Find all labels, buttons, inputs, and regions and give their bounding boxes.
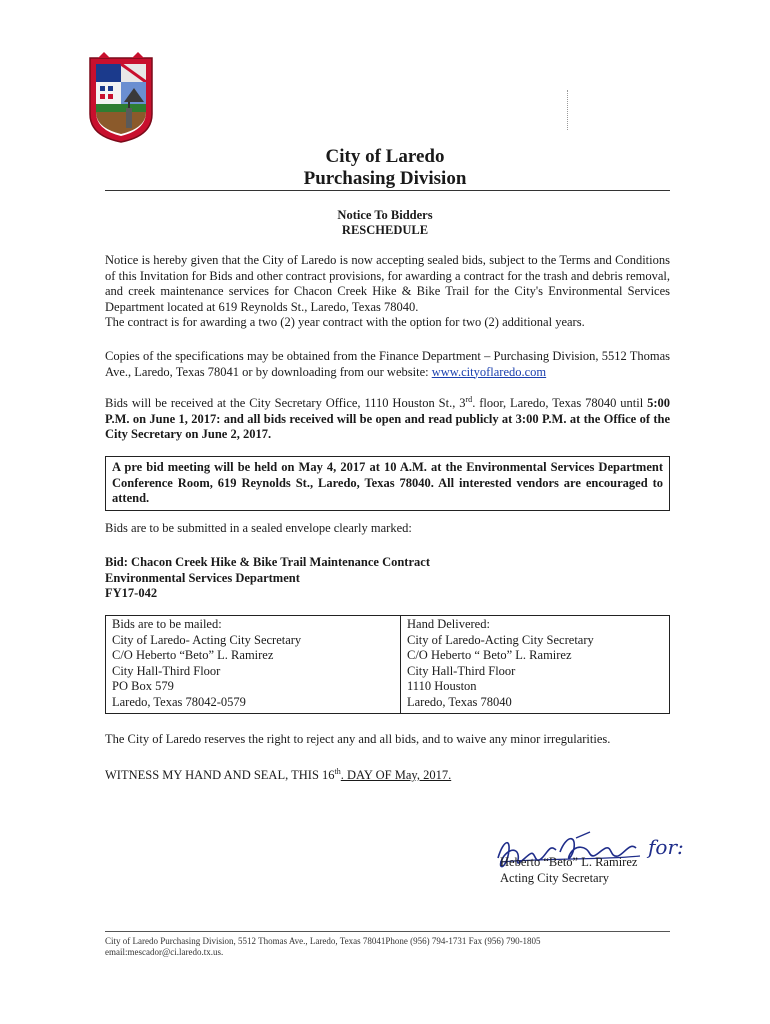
submission-instruction: Bids are to be submitted in a sealed envelope clearly marked:: [105, 521, 412, 535]
notice-reschedule: RESCHEDULE: [341, 223, 429, 237]
hand-line: Laredo, Texas 78040: [407, 694, 512, 709]
specifications-paragraph: [105, 349, 670, 380]
signatory-block: [500, 854, 637, 886]
witness-ordinal: th: [334, 767, 341, 776]
notice-paragraph: [105, 253, 670, 331]
mail-line: PO Box 579: [112, 679, 174, 693]
footer: [105, 936, 670, 958]
specifications-text: Copies of the specifications may be obtained from the Finance Department – Purchasing Division, 5512 Thomas Ave., Laredo, Texas 78041 or by downloading from our website:: [105, 349, 670, 379]
bid-location-text-cont: . floor, Laredo, Texas 78040 until: [472, 396, 648, 411]
hand-line: 1110 Houston: [407, 679, 477, 693]
ordinal-suffix: rd: [465, 395, 473, 404]
website-link[interactable]: www.cityoflaredo.com: [431, 364, 547, 379]
bid-deadline-paragraph: [105, 392, 670, 443]
bid-deadline-text: 5:00 P.M. on June 1, 2017: and all bids received will be open and read publicly at 3:00 P.M. at the Office of the City Secretary on June 2, 2017.: [105, 396, 670, 442]
bid-department: Environmental Services Department: [105, 570, 300, 585]
witness-statement: [105, 764, 670, 784]
hand-delivery-cell: [401, 616, 670, 714]
bid-title: Bid: Chacon Creek Hike & Bike Trail Maintenance Contract: [105, 555, 430, 569]
mail-line: City Hall-Third Floor: [112, 663, 221, 678]
signatory-title: Acting City Secretary: [500, 871, 609, 885]
header-divider: [105, 190, 670, 191]
hand-line: City Hall-Third Floor: [407, 663, 516, 678]
reservation-statement: The City of Laredo reserves the right to reject any and all bids, and to waive any minor irregularities.: [105, 732, 611, 746]
city-seal-logo: [84, 52, 158, 144]
signature-for-text: for:: [648, 835, 684, 859]
address-table: [105, 615, 670, 714]
notice-title: Notice To Bidders: [337, 208, 433, 222]
footer-divider: [105, 931, 670, 932]
prebid-meeting-text: A pre bid meeting will be held on May 4, 2017 at 10 A.M. at the Environmental Services Department Conference Room, 619 Reynolds St., Laredo, Texas 78040. All interested vendors are encouraged to attend.: [112, 460, 663, 505]
hand-heading: Hand Delivered:: [407, 617, 490, 631]
notice-text: Notice is hereby given that the City of Laredo is now accepting sealed bids, subject to the Terms and Conditions of this Invitation for Bids and other contract provisions, for awarding a contract for the trash and debris removal, and creek maintenance services for Chacon Creek Hike & Bike Trail for the City's Environmental Services Department located at 619 Reynolds St., Laredo, Texas 78040.: [105, 253, 670, 314]
bid-label-block: [105, 555, 670, 602]
division-heading: Purchasing Division: [303, 168, 467, 189]
city-name-heading: City of Laredo: [325, 146, 445, 167]
witness-date: . DAY OF May, 2017.: [340, 768, 452, 783]
hand-line: C/O Heberto “ Beto” L. Ramirez: [407, 648, 572, 662]
mail-line: City of Laredo- Acting City Secretary: [112, 632, 302, 647]
footer-email: email:mescador@ci.laredo.tx.us.: [105, 947, 224, 957]
mail-line: C/O Heberto “Beto” L. Ramirez: [112, 648, 274, 662]
bid-number: FY17-042: [105, 586, 158, 600]
footer-contact: City of Laredo Purchasing Division, 5512 Thomas Ave., Laredo, Texas 78041Phone (956) 794-1731 Fax (956) 790-1805: [105, 936, 541, 946]
mail-line: Laredo, Texas 78042-0579: [112, 694, 246, 709]
contract-term-text: The contract is for awarding a two (2) year contract with the option for two (2) additional years.: [105, 315, 585, 329]
mail-address-cell: [106, 616, 401, 714]
mail-heading: Bids are to be mailed:: [112, 617, 222, 631]
hand-line: City of Laredo-Acting City Secretary: [407, 632, 594, 647]
scan-mark: [567, 90, 570, 130]
bid-location-text: Bids will be received at the City Secretary Office, 1110 Houston St., 3: [105, 396, 466, 411]
prebid-meeting-box: [105, 456, 670, 511]
witness-text: WITNESS MY HAND AND SEAL, THIS 16: [105, 768, 335, 783]
signatory-name: Heberto “Beto” L. Ramirez: [500, 855, 638, 869]
